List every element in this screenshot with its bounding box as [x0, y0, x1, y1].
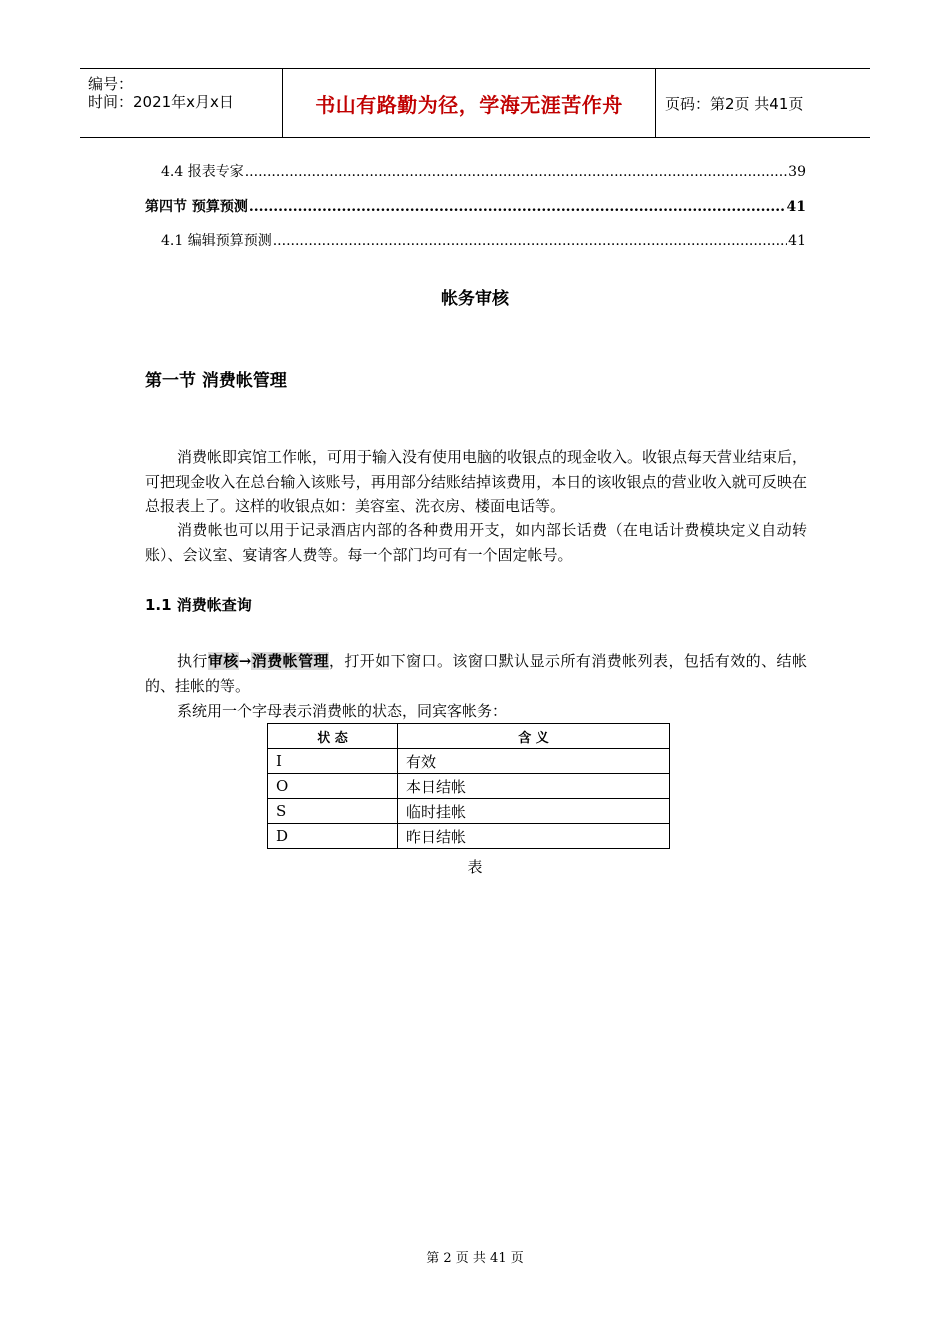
status-code: S: [268, 799, 398, 824]
status-code: D: [268, 824, 398, 849]
toc-entry-page: 39: [788, 164, 806, 180]
menu-consumption-account: 消费帐管理: [251, 652, 329, 670]
status-code: I: [268, 749, 398, 774]
header-page-cell: [655, 69, 870, 137]
toc-entry-text: 4.1 编辑预算预测: [161, 233, 272, 249]
table-header: 含 义: [398, 724, 670, 749]
toc-entry-text: 4.4 报表专家: [161, 164, 244, 180]
paragraph-1: 消费帐即宾馆工作帐，可用于输入没有使用电脑的收银点的现金收入。收银点每天营业结束后，可把现金收入在总台输入该账号，再用部分结账结掉该费用，本日的该收银点的营业收入就可反映在总报表上了。这样的收银点如：美容室、洗衣房、楼面电话等。: [145, 448, 808, 515]
page-footer: 第 2 页 共 41 页: [426, 1251, 524, 1266]
table-row: [268, 774, 670, 799]
menu-arrow-icon: →: [238, 652, 252, 670]
status-meaning: 临时挂帐: [398, 799, 670, 824]
p3-prefix: 执行: [177, 652, 208, 670]
header-meta: [80, 69, 282, 137]
table-row: [268, 799, 670, 824]
p3-suffix: ，打开如下窗口。该窗口默认显示所有消费帐列表，包括有效的、结帐的、挂帐的等。: [145, 652, 807, 695]
status-meaning: 昨日结帐: [398, 824, 670, 849]
header-motto: 书山有路勤为径，学海无涯苦作舟: [315, 92, 623, 117]
header-page-label: 页码：第2页 共41页: [665, 94, 804, 113]
table-header-row: [268, 724, 670, 749]
toc-leader: [273, 233, 787, 249]
toc-entry-page: 41: [788, 233, 806, 249]
toc-leader: [245, 164, 787, 180]
paragraph-3: [145, 649, 807, 698]
header-time: 时间：2021年x月x日: [88, 93, 234, 111]
table-row: [268, 749, 670, 774]
toc-entry-text: 第四节 预算预测: [145, 199, 248, 215]
status-meaning: 本日结帐: [398, 774, 670, 799]
status-code: O: [268, 774, 398, 799]
table-caption: 表: [467, 858, 483, 876]
paragraph-2: 消费帐也可以用于记录酒店内部的各种费用开支，如内部长话费（在电话计费模块定义自动转账）、会议室、宴请客人费等。每一个部门均可有一个固定帐号。: [145, 521, 807, 564]
menu-audit: 审核: [207, 652, 239, 670]
status-meaning: 有效: [398, 749, 670, 774]
page-header: [80, 68, 870, 138]
table-header: 状 态: [268, 724, 398, 749]
toc-entry[interactable]: [145, 230, 806, 250]
header-motto-cell: [282, 69, 656, 137]
paragraph-4: 系统用一个字母表示消费帐的状态，同宾客帐务：: [177, 702, 508, 720]
toc-entry-page: 41: [786, 199, 806, 215]
toc-leader: [249, 199, 786, 215]
chapter-title: 帐务审核: [441, 289, 509, 309]
header-number: 编号：: [88, 75, 134, 93]
section-heading: 第一节 消费帐管理: [145, 371, 287, 391]
toc-entry[interactable]: [145, 161, 806, 181]
toc-entry[interactable]: [145, 196, 806, 216]
table-row: [268, 824, 670, 849]
status-table: [267, 723, 670, 849]
subsection-heading: 1.1 消费帐查询: [145, 596, 252, 614]
